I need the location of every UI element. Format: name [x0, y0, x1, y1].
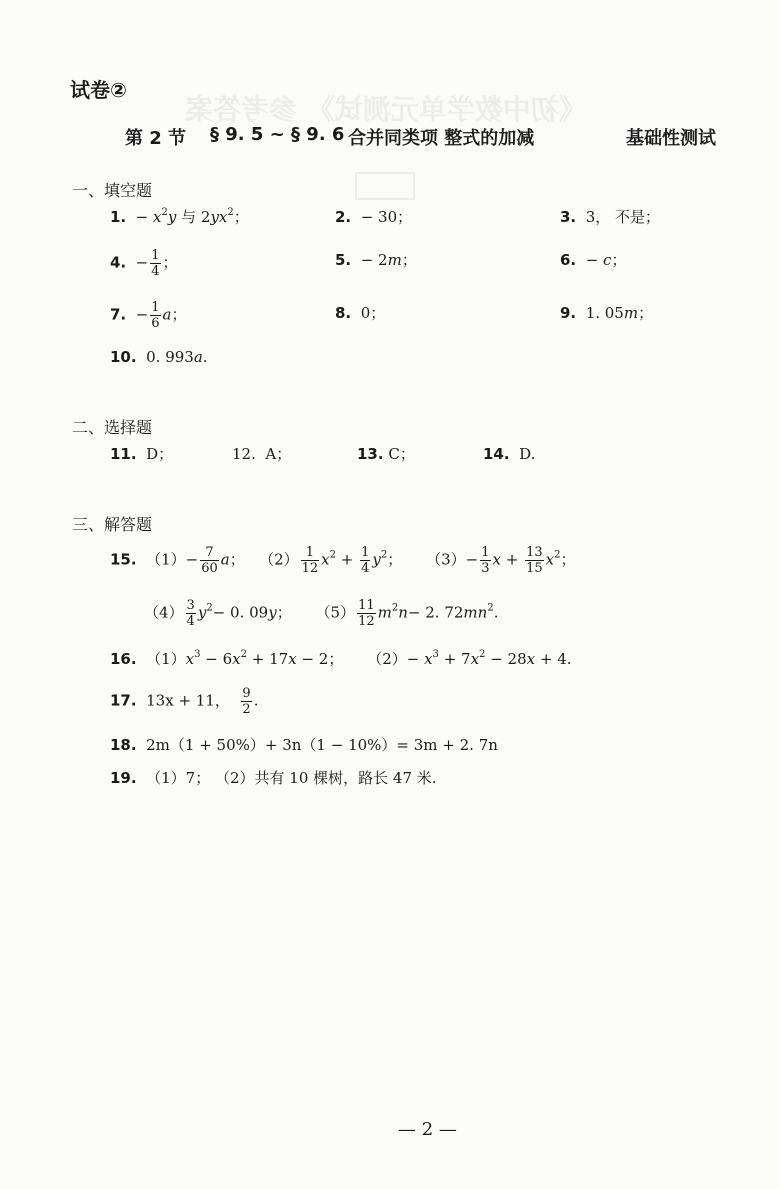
section-topics: 合并同类项 整式的加减	[348, 128, 535, 149]
answer-18: 18. 2m（1 + 50%）+ 3n（1 − 10%）= 3m + 2. 7n	[110, 736, 498, 754]
question-number: 2.	[335, 208, 352, 226]
answer-11: 11. D；	[110, 445, 174, 463]
answer-text: 与 2	[181, 208, 211, 226]
answer-12: 12. A；	[232, 445, 292, 463]
bleed-through-title: 《初中数学单元测试》 参考答案	[185, 93, 587, 126]
answer-15-cont: （4） $\frac{3}{4}$ $y^2- 0$. 09y； （5） $\frac{11}{12}$ $m^2n- 2$. $72mn^2$.	[144, 598, 499, 629]
answer-2	[335, 210, 412, 225]
question-number: 10.	[110, 348, 137, 366]
solve-heading: 三、解答题	[72, 515, 153, 534]
fraction: $\frac{1}{4}$	[151, 248, 160, 279]
paper-tag: 试卷②	[70, 78, 127, 102]
answer-7: 7. − $\frac{1}{6}$ a；	[110, 300, 187, 331]
question-number: 4.	[110, 253, 127, 272]
answer-14: 14. D.	[483, 445, 536, 463]
answer-9: 9. 1. 05m；	[560, 304, 654, 322]
answer-15: 15. （1）− $\frac{7}{60}$ a； （2） $\frac{1}{12}$ $x^2$ + $\frac{1}{4}$ $y^2$； （3）− $\frac{1}{3}$ x + $\frac{13}{15}$ $x^2$；	[110, 545, 576, 576]
choice-heading: 二、选择题	[72, 418, 153, 437]
bleed-through-box	[355, 172, 415, 200]
question-number: 3.	[560, 208, 577, 226]
test-type: 基础性测试	[626, 128, 716, 149]
answer-16: 16. $(1)x^3 - 6x^2 + 17x - 2$； $(2)- x^3 + 7x^2 - 28x + 4$.	[110, 649, 572, 668]
answer-text: 3， 不是；	[585, 208, 660, 226]
fill-in-heading: 一、填空题	[72, 181, 153, 200]
answer-text: − 2	[360, 251, 388, 269]
answer-1: 1. − $x^2y$ 与 $2yx^2$；	[110, 207, 249, 226]
question-number: 5.	[335, 251, 352, 269]
section-number: 第 2 节	[125, 128, 187, 149]
answer-13: 13. C；	[357, 445, 415, 463]
answer-3	[560, 210, 660, 225]
answer-10: 10. 0. 993a.	[110, 348, 208, 366]
question-number: 6.	[560, 251, 577, 269]
question-number: 1.	[110, 208, 127, 226]
fraction: $\frac{1}{6}$	[151, 300, 160, 331]
answer-text: 0. 993	[146, 348, 194, 366]
answer-8	[335, 306, 385, 321]
question-number: 8.	[335, 304, 352, 322]
question-number: 9.	[560, 304, 577, 322]
answer-4: 4. − $\frac{1}{4}$ ；	[110, 248, 178, 279]
answer-17: 17. 13x + 11， $\frac{9}{2}$ .	[110, 686, 259, 717]
section-range: § 9. 5 ~ § 9. 6	[210, 124, 345, 145]
answer-text: 1. 05	[585, 304, 624, 322]
answer-text: − 30；	[360, 208, 413, 226]
answer-19: 19. （1）7； （2）共有 10 棵树，路长 47 米.	[110, 769, 437, 787]
answer-text: −	[585, 251, 604, 269]
answer-5: 5. − 2m；	[335, 251, 417, 269]
answer-6: 6. − c；	[560, 251, 627, 269]
answer-text: 0；	[360, 304, 386, 322]
question-number: 7.	[110, 305, 127, 324]
page-number: — 2 —	[398, 1119, 457, 1140]
